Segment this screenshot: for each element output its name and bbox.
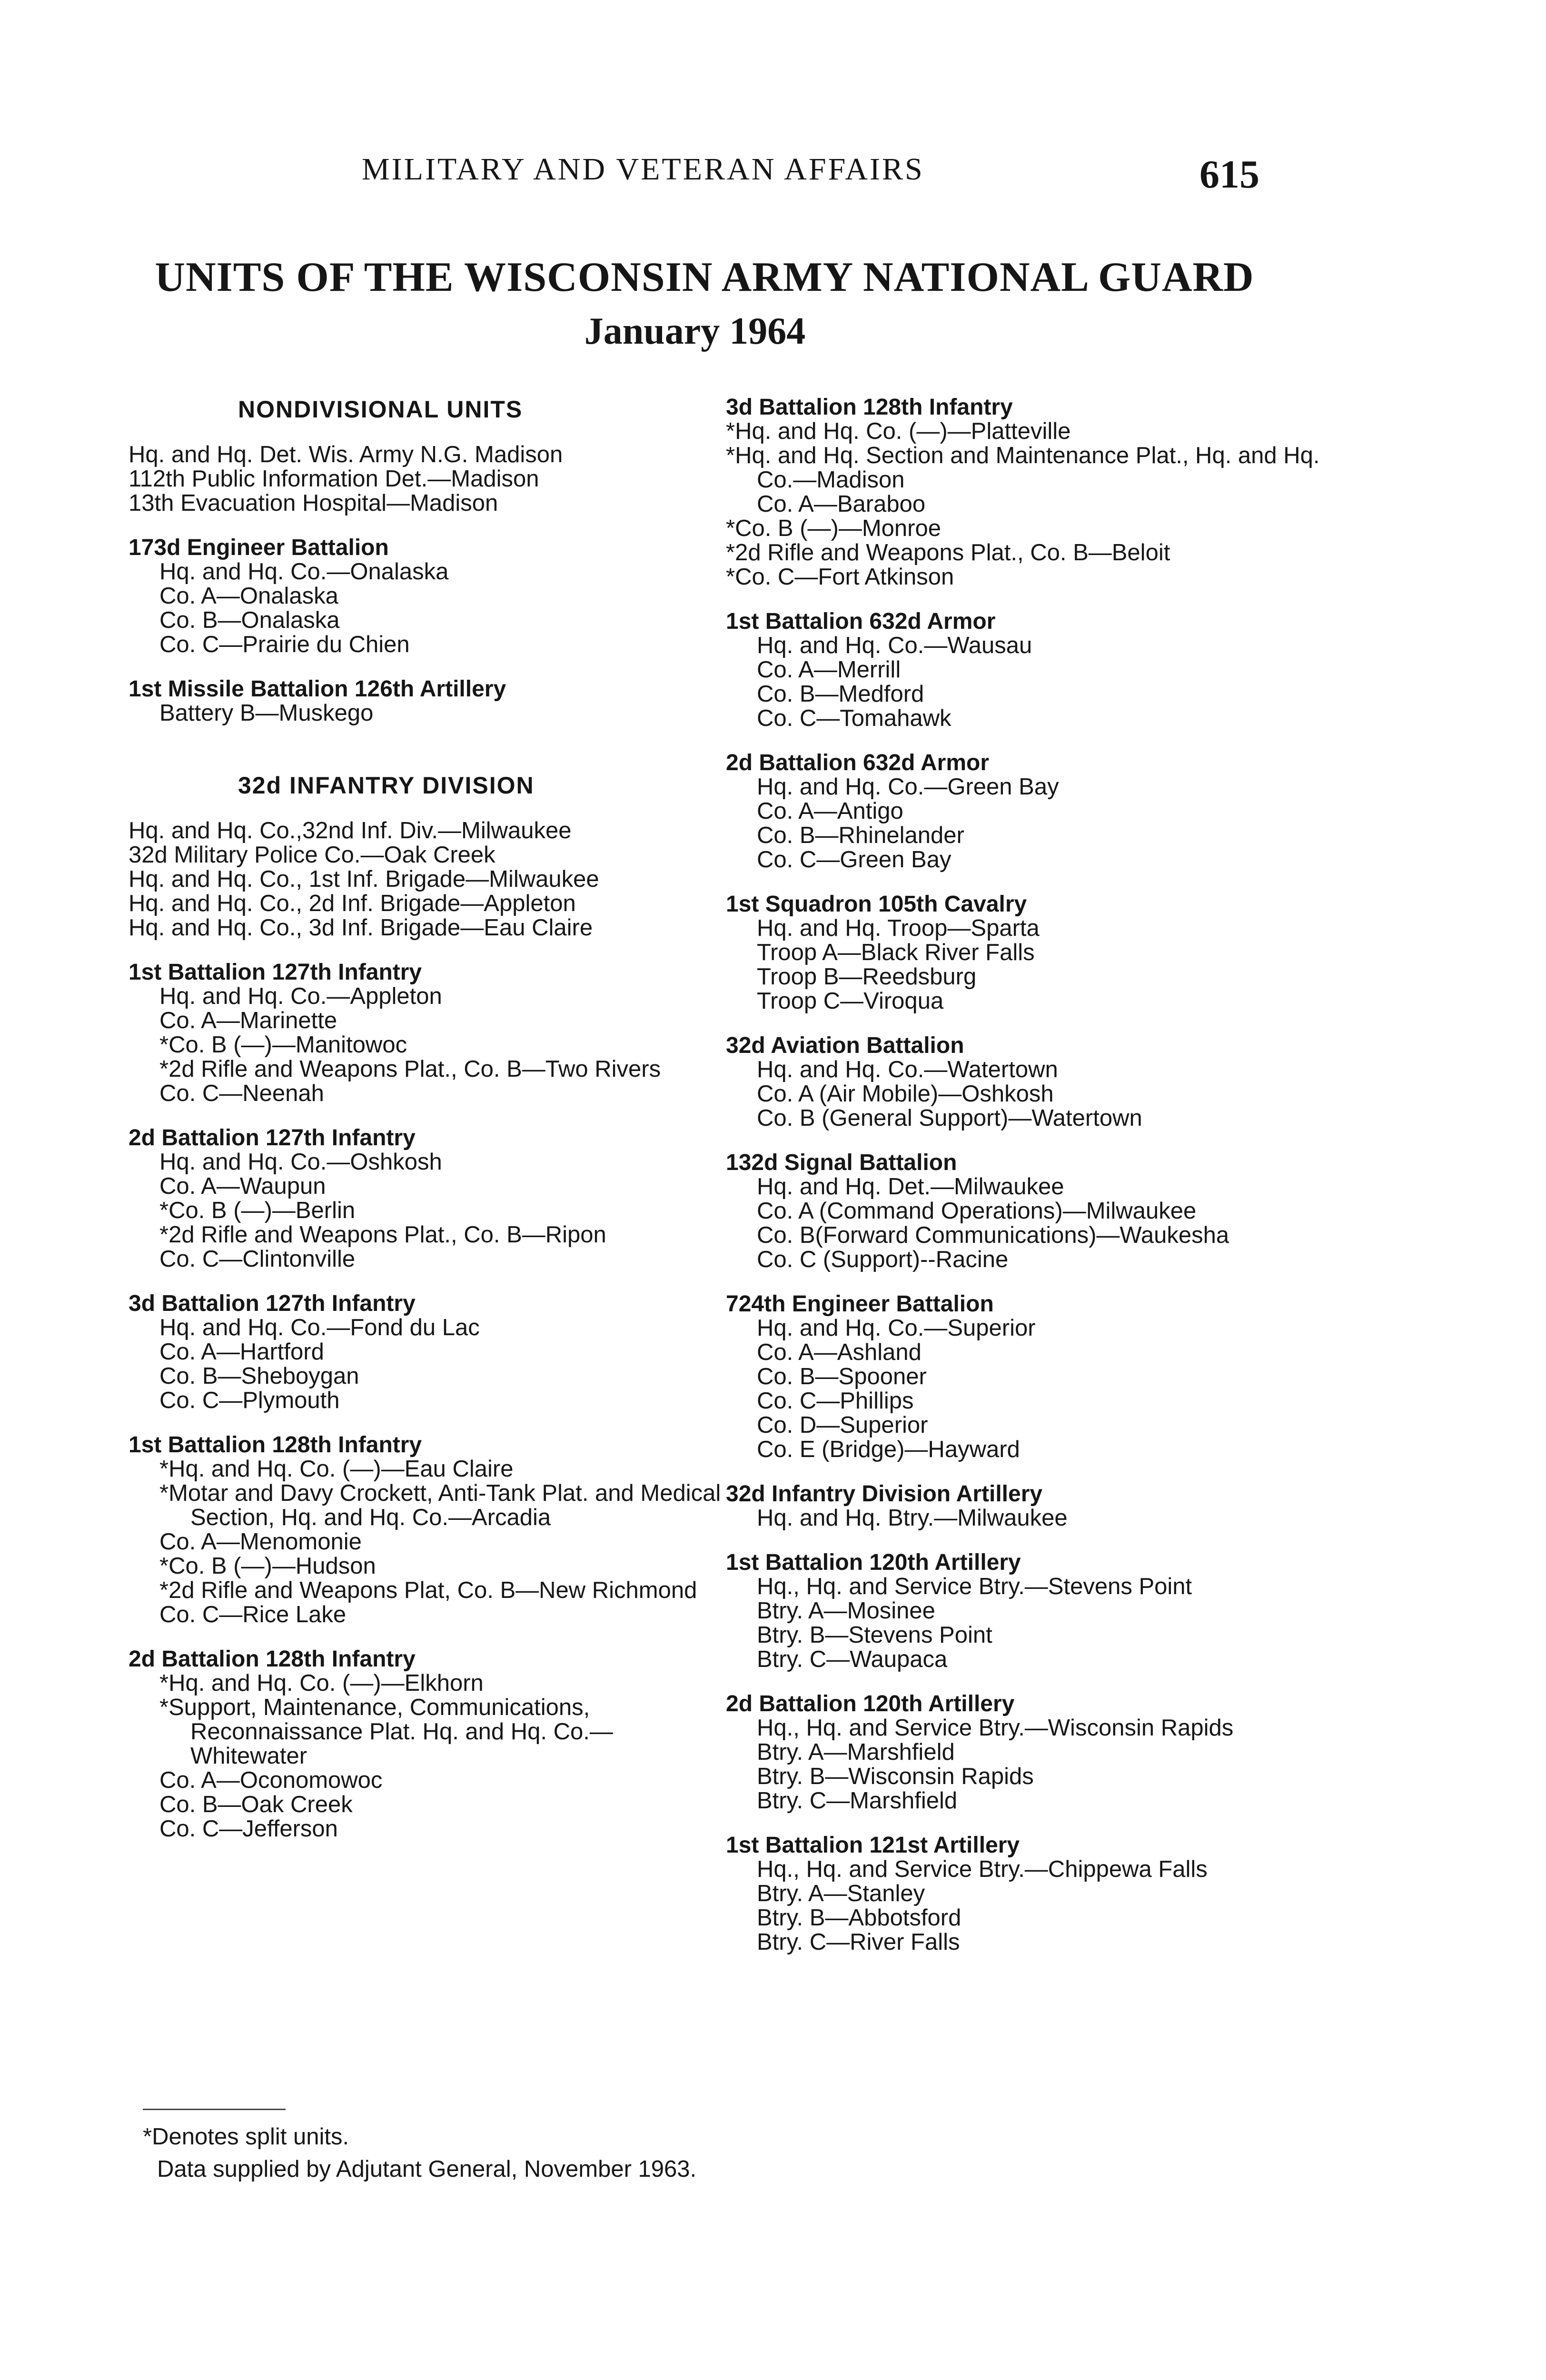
unit-group: [129, 960, 723, 1106]
unit-group: [726, 1292, 1321, 1462]
list-item: Troop A—Black River Falls: [757, 940, 1035, 965]
list-item: Co. A—Onalaska: [159, 583, 338, 609]
list-item: Hq. and Hq. Co., 2d Inf. Brigade—Appleton: [129, 891, 576, 916]
list-item: Co. C (Support)--Racine: [757, 1247, 1009, 1272]
list-item: Co. A—Hartford: [159, 1339, 324, 1365]
list-item: Hq. and Hq. Co.—Oshkosh: [159, 1149, 442, 1175]
unit-group: [726, 892, 1321, 1013]
list-item: Hq. and Hq. Co.,32nd Inf. Div.—Milwaukee: [129, 818, 572, 843]
list-item: *Hq. and Hq. Co. (—)—Eau Claire: [159, 1456, 514, 1482]
list-item: *2d Rifle and Weapons Plat., Co. B—Ripon: [159, 1222, 606, 1248]
list-item: Hq. and Hq. Co., 3d Inf. Brigade—Eau Claire: [129, 915, 593, 941]
unit-heading: 132d Signal Battalion: [726, 1150, 957, 1175]
list-item: Co. D—Superior: [757, 1412, 928, 1438]
list-item: *2d Rifle and Weapons Plat., Co. B—Beloit: [726, 540, 1170, 565]
unit-heading: 173d Engineer Battalion: [129, 535, 389, 560]
list-item: *2d Rifle and Weapons Plat., Co. B—Two Rivers: [159, 1056, 661, 1082]
unit-heading: 1st Missile Battalion 126th Artillery: [129, 676, 506, 702]
list-item: Hq. and Hq. Co.—Fond du Lac: [159, 1315, 480, 1340]
list-item: Co. B—Oak Creek: [159, 1792, 353, 1817]
unit-group: [726, 1833, 1321, 1954]
list-item: Co. A (Air Mobile)—Oshkosh: [757, 1081, 1054, 1107]
page-title: UNITS OF THE WISCONSIN ARMY NATIONAL GUARD: [155, 254, 1254, 300]
unit-group: [726, 1033, 1321, 1130]
nondivisional-list: [129, 443, 723, 516]
list-item: Battery B—Muskego: [159, 700, 374, 726]
running-head: MILITARY AND VETERAN AFFAIRS: [362, 152, 924, 187]
list-item: Co. B—Onalaska: [159, 607, 340, 633]
list-item: Co. C—Rice Lake: [159, 1602, 347, 1627]
unit-group: [726, 1150, 1321, 1272]
unit-heading: 2d Battalion 120th Artillery: [726, 1691, 1015, 1716]
list-item: Hq. and Hq. Co.—Superior: [757, 1315, 1036, 1341]
list-item: Btry. A—Marshfield: [757, 1739, 955, 1765]
list-item: Co. C—Green Bay: [757, 847, 951, 873]
unit-heading: 1st Battalion 632d Armor: [726, 609, 996, 634]
left-column: [129, 395, 723, 1861]
unit-heading: 32d Aviation Battalion: [726, 1033, 964, 1058]
list-item: *2d Rifle and Weapons Plat, Co. B—New Richmond: [159, 1577, 697, 1603]
unit-heading: 1st Battalion 120th Artillery: [726, 1550, 1021, 1575]
list-item: Co. A (Command Operations)—Milwaukee: [757, 1198, 1197, 1224]
unit-group: [129, 1433, 723, 1627]
unit-group: [726, 1550, 1321, 1672]
list-item: Co. E (Bridge)—Hayward: [757, 1437, 1020, 1462]
list-item: *Co. B (—)—Manitowoc: [159, 1032, 407, 1058]
list-item: Troop C—Viroqua: [757, 988, 944, 1014]
unit-group: [726, 609, 1321, 731]
unit-group: [129, 677, 723, 725]
list-item: Co. C—Clintonville: [159, 1246, 356, 1272]
list-item: Co. B—Sheboygan: [159, 1363, 359, 1389]
list-item: Co. A—Waupun: [159, 1173, 326, 1199]
list-item: *Motar and Davy Crockett, Anti-Tank Plat. and Medical Section, Hq. and Hq. Co.—Arcadia: [159, 1480, 721, 1530]
list-item: Co. B—Spooner: [757, 1364, 927, 1389]
unit-heading: 1st Battalion 121st Artillery: [726, 1833, 1020, 1858]
footnote-split-units: *Denotes split units.: [143, 2124, 349, 2150]
unit-heading: 1st Squadron 105th Cavalry: [726, 892, 1027, 917]
list-item: Hq. and Hq. Co., 1st Inf. Brigade—Milwaukee: [129, 866, 599, 892]
list-item: Hq. and Hq. Troop—Sparta: [757, 915, 1040, 941]
unit-group: [726, 751, 1321, 872]
list-item: Co. B(Forward Communications)—Waukesha: [757, 1222, 1229, 1248]
list-item: *Hq. and Hq. Co. (—)—Elkhorn: [159, 1670, 484, 1696]
list-item: Btry. A—Mosinee: [757, 1598, 935, 1624]
unit-heading: 3d Battalion 127th Infantry: [129, 1291, 416, 1316]
list-item: Co. A—Baraboo: [757, 491, 926, 517]
list-item: Co. B—Rhinelander: [757, 823, 964, 848]
list-item: Co. C—Jefferson: [159, 1816, 338, 1842]
page-number: 615: [1199, 152, 1259, 197]
unit-heading: 1st Battalion 128th Infantry: [129, 1432, 422, 1458]
list-item: *Co. C—Fort Atkinson: [726, 564, 954, 590]
list-item: Co. B—Medford: [757, 681, 924, 707]
list-item: Co. C—Prairie du Chien: [159, 632, 410, 657]
list-item: *Co. B (—)—Hudson: [159, 1553, 376, 1579]
list-item: *Co. B (—)—Berlin: [159, 1198, 356, 1223]
unit-heading: 724th Engineer Battalion: [726, 1291, 994, 1317]
footnote-source: Data supplied by Adjutant General, November 1963.: [157, 2156, 697, 2182]
division-list: [129, 819, 723, 940]
list-item: Troop B—Reedsburg: [757, 964, 977, 990]
unit-group: [726, 1482, 1321, 1530]
list-item: Co. A—Oconomowoc: [159, 1767, 383, 1793]
section-heading-nondivisional: NONDIVISIONAL UNITS: [238, 396, 523, 423]
list-item: Co. C—Neenah: [159, 1081, 324, 1106]
unit-heading: 2d Battalion 632d Armor: [726, 750, 990, 775]
footnote-divider: [143, 2109, 286, 2110]
list-item: Hq., Hq. and Service Btry.—Chippewa Falls: [757, 1856, 1208, 1882]
list-item: *Co. B (—)—Monroe: [726, 516, 941, 541]
unit-group: [129, 1291, 723, 1413]
list-item: Co. C—Plymouth: [159, 1388, 340, 1413]
list-item: Btry. C—River Falls: [757, 1929, 960, 1955]
list-item: Hq., Hq. and Service Btry.—Stevens Point: [757, 1574, 1192, 1599]
right-column: [726, 395, 1321, 1974]
list-item: Hq. and Hq. Co.—Green Bay: [757, 774, 1059, 800]
unit-heading: 2d Battalion 127th Infantry: [129, 1125, 416, 1150]
list-item: Hq., Hq. and Service Btry.—Wisconsin Rapids: [757, 1715, 1234, 1741]
list-item: Btry. C—Waupaca: [757, 1646, 948, 1672]
list-item: Hq. and Hq. Co.—Wausau: [757, 633, 1032, 658]
unit-group: [129, 536, 723, 657]
list-item: Btry. A—Stanley: [757, 1881, 925, 1906]
unit-heading: 3d Battalion 128th Infantry: [726, 395, 1013, 420]
list-item: Hq. and Hq. Co.—Onalaska: [159, 559, 449, 585]
list-item: 32d Military Police Co.—Oak Creek: [129, 842, 496, 868]
list-item: Co. B (General Support)—Watertown: [757, 1105, 1142, 1131]
list-item: *Hq. and Hq. Co. (—)—Platteville: [726, 418, 1071, 444]
unit-heading: 32d Infantry Division Artillery: [726, 1481, 1043, 1507]
unit-group: [726, 1692, 1321, 1813]
list-item: Btry. B—Abbotsford: [757, 1905, 961, 1931]
list-item: Co. A—Menomonie: [159, 1529, 362, 1555]
list-item: 13th Evacuation Hospital—Madison: [129, 490, 498, 516]
section-heading-32d-infantry-division: 32d INFANTRY DIVISION: [238, 772, 535, 799]
unit-heading: 1st Battalion 127th Infantry: [129, 960, 422, 985]
unit-group: [129, 1126, 723, 1271]
list-item: Co. A—Antigo: [757, 798, 903, 824]
unit-group: [129, 1647, 723, 1841]
list-item: Co. A—Ashland: [757, 1339, 922, 1365]
list-item: Hq. and Hq. Co.—Watertown: [757, 1057, 1058, 1082]
list-item: Btry. B—Wisconsin Rapids: [757, 1764, 1034, 1789]
list-item: *Support, Maintenance, Communications, Reconnaissance Plat. Hq. and Hq. Co.—Whitewater: [159, 1695, 613, 1769]
list-item: Hq. and Hq. Det.—Milwaukee: [757, 1174, 1064, 1200]
list-item: Hq. and Hq. Co.—Appleton: [159, 983, 442, 1009]
unit-group: [726, 395, 1321, 589]
list-item: Hq. and Hq. Det. Wis. Army N.G. Madison: [129, 442, 563, 467]
list-item: Co. C—Tomahawk: [757, 705, 951, 731]
footnotes: [143, 2121, 696, 2185]
unit-heading: 2d Battalion 128th Infantry: [129, 1646, 416, 1672]
list-item: 112th Public Information Det.—Madison: [129, 466, 539, 492]
list-item: Btry. B—Stevens Point: [757, 1622, 992, 1648]
list-item: Co. A—Merrill: [757, 657, 901, 683]
list-item: Co. C—Phillips: [757, 1388, 914, 1414]
list-item: *Hq. and Hq. Section and Maintenance Plat., Hq. and Hq. Co.—Madison: [726, 443, 1320, 493]
list-item: Co. A—Marinette: [159, 1008, 337, 1033]
page-subtitle: January 1964: [584, 310, 806, 352]
list-item: Hq. and Hq. Btry.—Milwaukee: [757, 1505, 1068, 1531]
list-item: Btry. C—Marshfield: [757, 1788, 958, 1814]
